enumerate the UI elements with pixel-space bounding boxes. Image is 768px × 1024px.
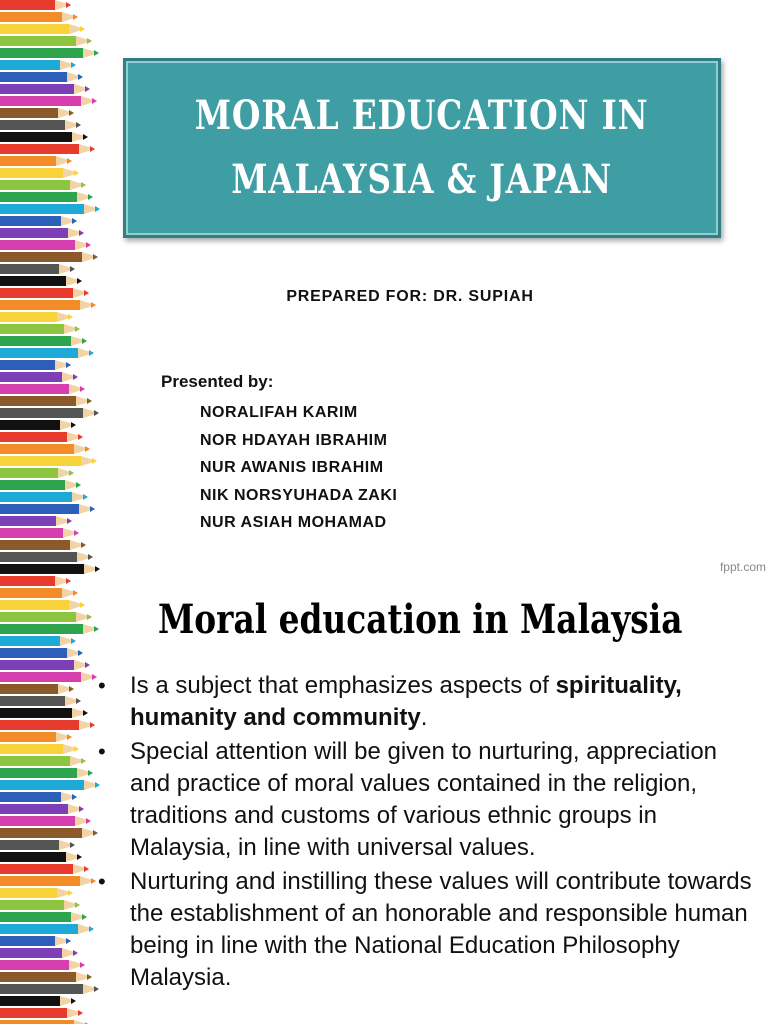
pencil: [0, 780, 100, 790]
pencil: [0, 432, 83, 442]
pencil: [0, 852, 82, 862]
pencil: [0, 252, 98, 262]
pencil: [0, 1020, 90, 1024]
bullet-bold-text: spirituality, humanity and community: [130, 672, 682, 731]
bullet-item: [98, 866, 758, 994]
pencil: [0, 144, 95, 154]
presented-by-label: Presented by:: [161, 372, 274, 391]
pencil: [0, 444, 90, 454]
pencil: [0, 456, 97, 466]
colored-pencils-border-icon: [0, 576, 100, 1024]
presenter-name: NUR ASIAH MOHAMAD: [200, 514, 387, 531]
pencil: [0, 492, 88, 502]
pencil: [0, 720, 95, 730]
pencil: [0, 696, 81, 706]
title-line-2: MALAYSIA & JAPAN: [231, 156, 613, 203]
bullet-item: [98, 670, 758, 734]
pencil: [0, 804, 84, 814]
pencil: [0, 948, 78, 958]
pencil: [0, 192, 93, 202]
bullet-icon: •: [98, 673, 106, 698]
bullet-text: Is a subject that emphasizes aspects of: [130, 672, 556, 699]
pencil: [0, 564, 100, 574]
pencil: [0, 72, 83, 82]
pencil: [0, 12, 78, 22]
pencil: [0, 624, 99, 634]
pencil: [0, 528, 79, 538]
pencil: [0, 660, 90, 670]
watermark: fppt.com: [719, 560, 766, 574]
pencil: [0, 372, 78, 382]
pencil: [0, 120, 81, 130]
pencil: [0, 792, 77, 802]
pencil: [0, 408, 99, 418]
pencil: [0, 912, 87, 922]
bullet-icon: •: [98, 869, 106, 894]
pencil: [0, 828, 98, 838]
pencil: [0, 180, 86, 190]
pencil: [0, 36, 92, 46]
pencil: [0, 768, 93, 778]
pencil: [0, 156, 72, 166]
pencil: [0, 756, 86, 766]
pencil: [0, 348, 94, 358]
pencil: [0, 648, 83, 658]
pencil: [0, 216, 77, 226]
pencil: [0, 840, 75, 850]
pencil: [0, 384, 85, 394]
pencil: [0, 96, 97, 106]
pencil: [0, 504, 95, 514]
pencil: [0, 996, 76, 1006]
pencil: [0, 324, 80, 334]
pencil: [0, 708, 88, 718]
pencil: [0, 24, 85, 34]
title-box: [123, 58, 721, 238]
pencil: [0, 240, 91, 250]
pencil: [0, 516, 72, 526]
pencil: [0, 264, 75, 274]
pencil: [0, 168, 79, 178]
pencil: [0, 900, 80, 910]
pencil: [0, 132, 88, 142]
bullet-text: Nurturing and instilling these values will contribute towards the establishment of an honorable and responsible human being in line with the National Education Philosophy Malaysia.: [130, 868, 752, 991]
bullet-text: .: [420, 704, 428, 731]
pencil: [0, 480, 81, 490]
pencil: [0, 816, 91, 826]
pencil: [0, 936, 71, 946]
pencil: [0, 1008, 83, 1018]
pencil: [0, 672, 97, 682]
pencil: [0, 876, 96, 886]
presenter-name: NORALIFAH KARIM: [200, 404, 358, 421]
pencil: [0, 924, 94, 934]
pencil: [0, 396, 92, 406]
pencil: [0, 588, 78, 598]
pencil: [0, 984, 99, 994]
presenter-name: NOR HDAYAH IBRAHIM: [200, 431, 388, 449]
pencil: [0, 972, 92, 982]
bullet-text: Special attention will be given to nurturing, appreciation and practice of moral values contained in the religion, traditions and customs of various ethnic groups in Malaysia, in line with universal values.: [130, 738, 718, 861]
pencil: [0, 732, 72, 742]
pencil: [0, 864, 89, 874]
pencil: [0, 636, 76, 646]
pencil: [0, 576, 71, 586]
pencil: [0, 360, 71, 370]
presenter-name: NIK NORSYUHADA ZAKI: [200, 486, 398, 504]
pencil: [0, 600, 85, 610]
bullet-list: [98, 670, 758, 996]
pencil: [0, 228, 84, 238]
pencil: [0, 420, 76, 430]
pencil: [0, 108, 74, 118]
pencil: [0, 312, 73, 322]
bullet-icon: •: [98, 739, 106, 764]
pencil: [0, 48, 99, 58]
pencil: [0, 0, 71, 10]
pencil: [0, 888, 73, 898]
pencil: [0, 468, 74, 478]
prepared-for: PREPARED FOR: DR. SUPIAH: [286, 288, 534, 305]
presenter-list: [200, 399, 397, 537]
pencil: [0, 60, 76, 70]
pencil: [0, 612, 92, 622]
pencil: [0, 84, 90, 94]
slide-title: [195, 84, 649, 212]
pencil: [0, 204, 100, 214]
pencil: [0, 336, 87, 346]
pencil: [0, 960, 85, 970]
pencil: [0, 276, 82, 286]
presenter-name: NUR AWANIS IBRAHIM: [200, 459, 384, 476]
bullet-item: [98, 736, 758, 864]
slide-title: Moral education in Malaysia: [158, 596, 683, 643]
pencil: [0, 744, 79, 754]
pencil: [0, 540, 86, 550]
pencil: [0, 552, 93, 562]
pencil: [0, 684, 74, 694]
title-line-1: MORAL EDUCATION IN: [195, 92, 649, 139]
